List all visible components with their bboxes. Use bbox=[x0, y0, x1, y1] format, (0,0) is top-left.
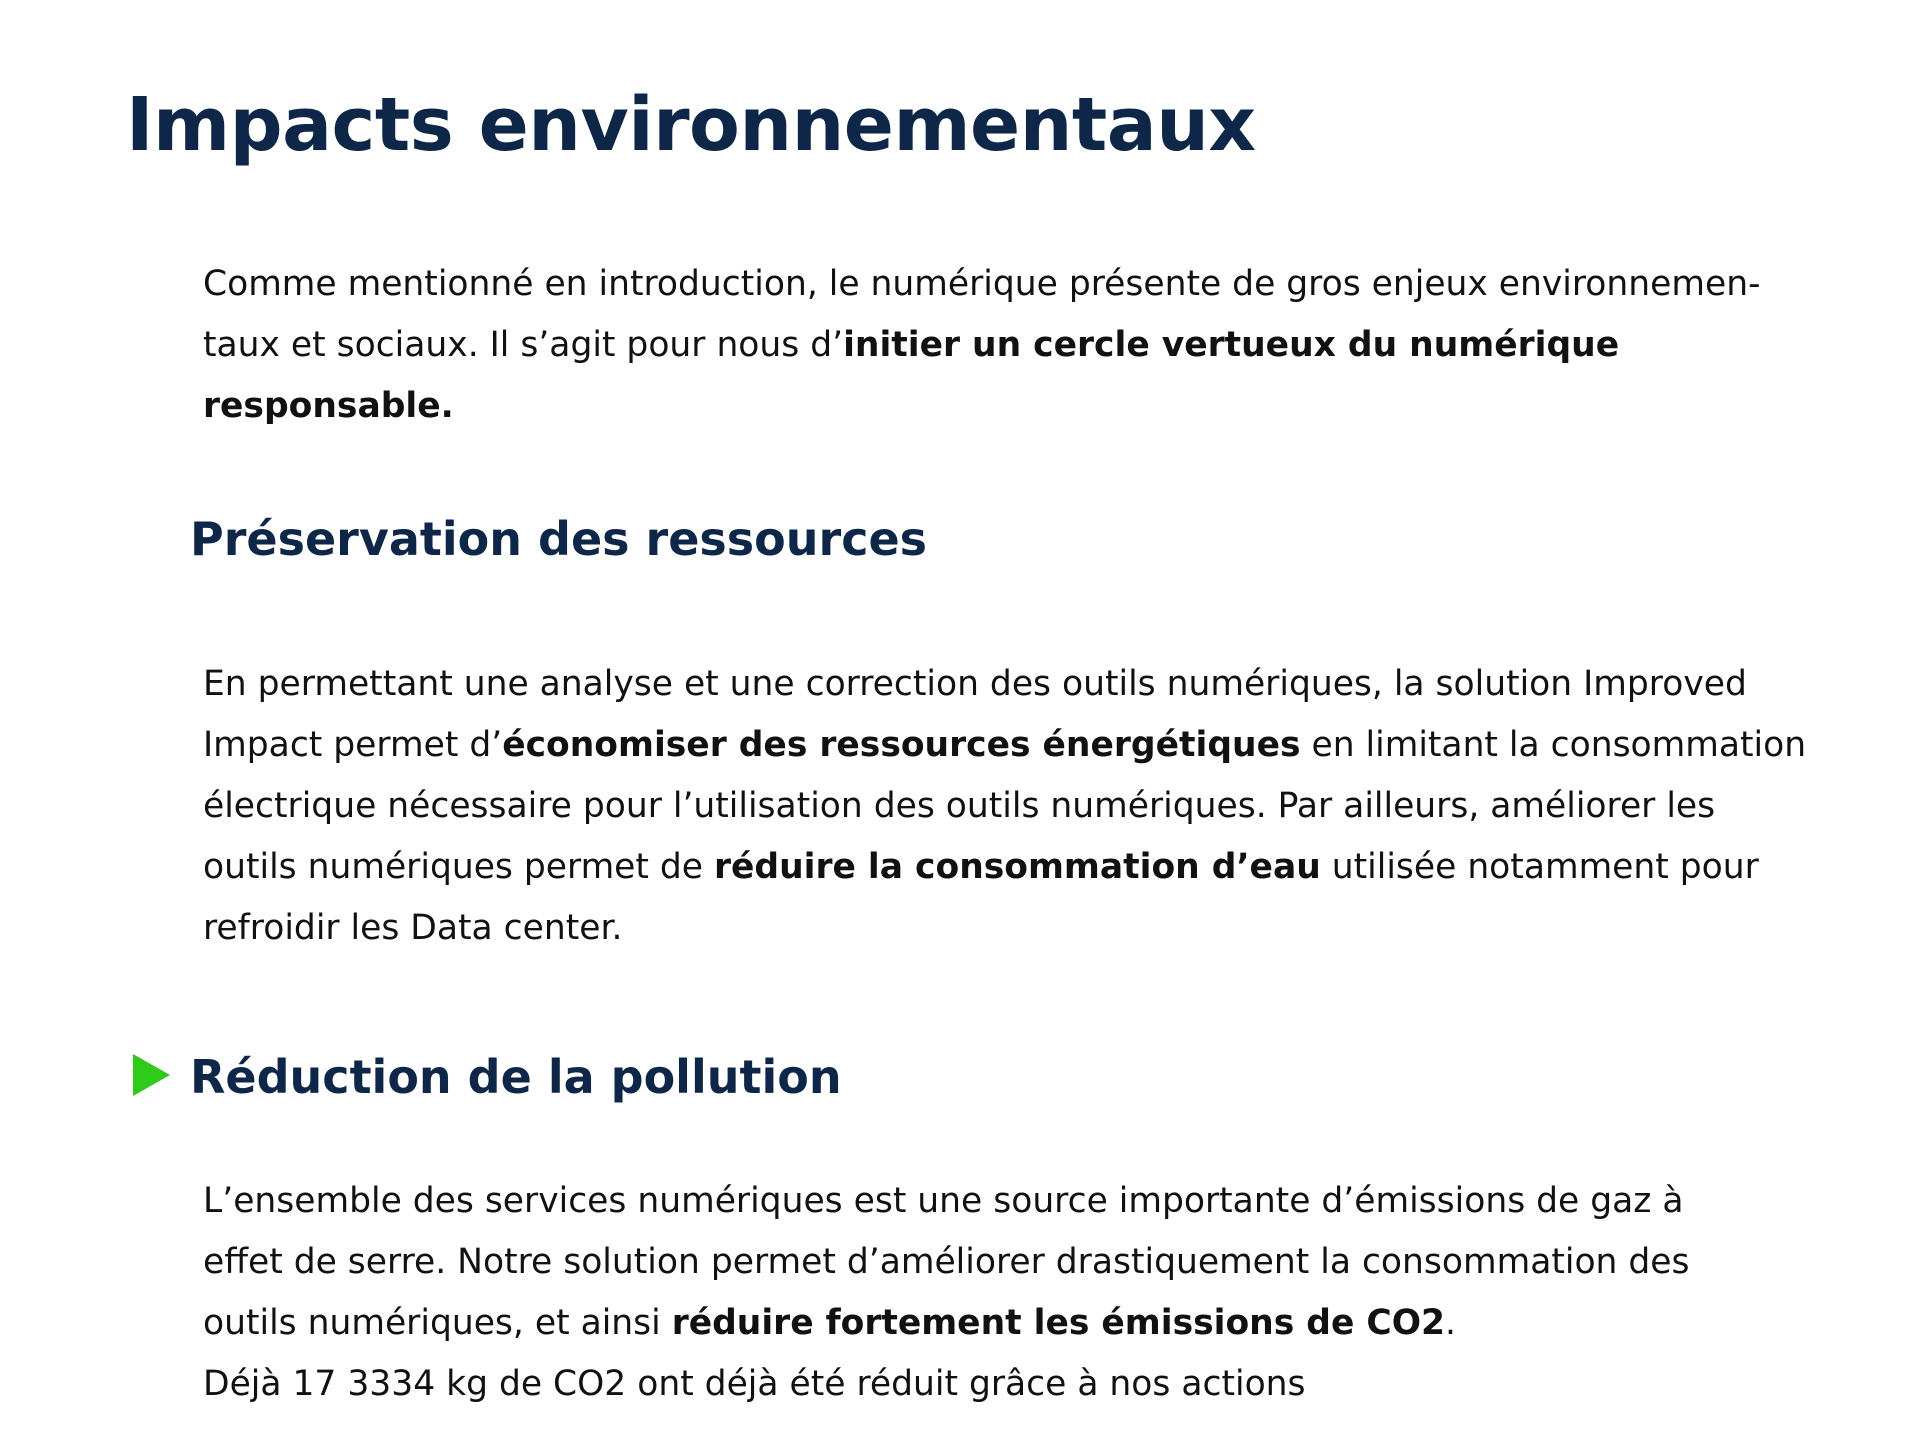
intro-line-2 bbox=[203, 315, 1763, 376]
section-heading-pollution: Réduction de la pollution bbox=[190, 1050, 842, 1104]
pollution-emphasis: réduire fortement les émissions de CO2 bbox=[671, 1303, 1446, 1343]
ressources-line-2-c: en limitant la consommation bbox=[1300, 725, 1807, 765]
pollution-line-1: L’ensemble des services numériques est une source importante d’émissions de gaz à bbox=[203, 1181, 1684, 1221]
intro-emphasis-end: responsable. bbox=[203, 386, 454, 426]
pollution-paragraph bbox=[203, 1171, 1763, 1415]
pollution-line-3 bbox=[203, 1293, 1763, 1354]
ressources-line-3: électrique nécessaire pour l’utilisation des outils numériques. Par ailleurs, améliorer les bbox=[203, 786, 1716, 826]
ressources-line-4-c: utilisée notamment pour bbox=[1320, 847, 1759, 887]
ressources-line-1: En permettant une analyse et une correction des outils numériques, la solution Improved bbox=[203, 664, 1747, 704]
intro-paragraph bbox=[203, 254, 1763, 437]
page-title: Impacts environnementaux bbox=[126, 82, 1256, 168]
pollution-line-2: effet de serre. Notre solution permet d’améliorer drastiquement la consommation des bbox=[203, 1242, 1690, 1282]
ressources-line-5: refroidir les Data center. bbox=[203, 908, 623, 948]
intro-line-2-text: taux et sociaux. Il s’agit pour nous d’ bbox=[203, 325, 844, 365]
ressources-line-4 bbox=[203, 837, 1763, 898]
play-triangle-icon bbox=[133, 1054, 170, 1096]
pollution-line-3-c: . bbox=[1445, 1303, 1457, 1343]
ressources-line-4-a: outils numériques permet de bbox=[203, 847, 714, 887]
pollution-line-3-a: outils numériques, et ainsi bbox=[203, 1303, 672, 1343]
section-heading-ressources: Préservation des ressources bbox=[190, 512, 928, 566]
ressources-line-2-a: Impact permet d’ bbox=[203, 725, 503, 765]
ressources-emphasis-1: économiser des ressources énergétiques bbox=[502, 725, 1301, 765]
pollution-co2-counter: Déjà 17 3334 kg de CO2 ont déjà été réduit grâce à nos actions bbox=[203, 1364, 1306, 1404]
ressources-line-2 bbox=[203, 715, 1807, 776]
ressources-paragraph bbox=[203, 654, 1807, 959]
intro-line-1: Comme mentionné en introduction, le numérique présente de gros enjeux environnemen- bbox=[203, 264, 1761, 304]
intro-line-3 bbox=[203, 376, 1763, 437]
intro-emphasis: initier un cercle vertueux du numérique bbox=[843, 325, 1620, 365]
ressources-emphasis-2: réduire la consommation d’eau bbox=[714, 847, 1321, 887]
